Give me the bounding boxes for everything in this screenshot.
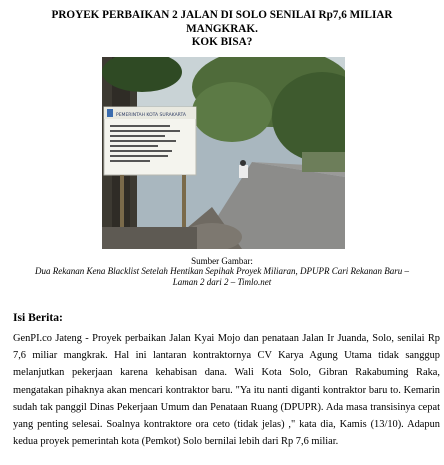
image-source-label: Sumber Gambar: bbox=[191, 256, 253, 266]
article-photo bbox=[102, 57, 345, 249]
title-line-2: MANGKRAK. bbox=[186, 22, 258, 35]
street-photo-illustration bbox=[102, 57, 345, 249]
title-line-3: KOK BISA? bbox=[191, 36, 253, 48]
image-caption bbox=[20, 266, 424, 288]
image-caption-line-2: Laman 2 dari 2 – Timlo.net bbox=[172, 277, 272, 287]
sign-title: PEMERINTAH KOTA SURAKARTA bbox=[116, 113, 186, 118]
content-heading: Isi Berita: bbox=[13, 311, 63, 324]
image-caption-line-1: Dua Rekanan Kena Blacklist Setelah Hentikan Sepihak Proyek Miliaran, DPUPR Cari Rekanan Baru – bbox=[34, 266, 410, 276]
title-line-1: PROYEK PERBAIKAN 2 JALAN DI SOLO SENILAI Rp7,6 MILIAR bbox=[51, 9, 393, 21]
article-body: GenPI.co Jateng - Proyek perbaikan Jalan Kyai Mojo dan penataan Jalan Ir Juanda, Solo, senilai Rp 7,6 miliar mangkrak. Hal ini lantaran kontraktornya CV Karya Agung Utama tidak sanggup melanjutkan pekerjaan karena kehabisan dana. Wali Kota Solo, Gibran Rakabuming Raka, mengatakan pihaknya akan mencari kontraktor baru. "Ya itu nanti diganti kontraktor baru to. Kemarin sudah tak panggil Dinas Pekerjaan Umum dan Penataan Ruang (DPUPR). Ada masa transisinya cepat yang penting selesai. Soalnya kontraktore ora ceto (tidak jelas) ," kata dia, Kamis (13/10). Adapun kedua proyek pemerintah kota (Pemkot) Solo bernilai lebih dari Rp 7,6 miliar. bbox=[13, 333, 440, 448]
article-title bbox=[30, 9, 414, 50]
